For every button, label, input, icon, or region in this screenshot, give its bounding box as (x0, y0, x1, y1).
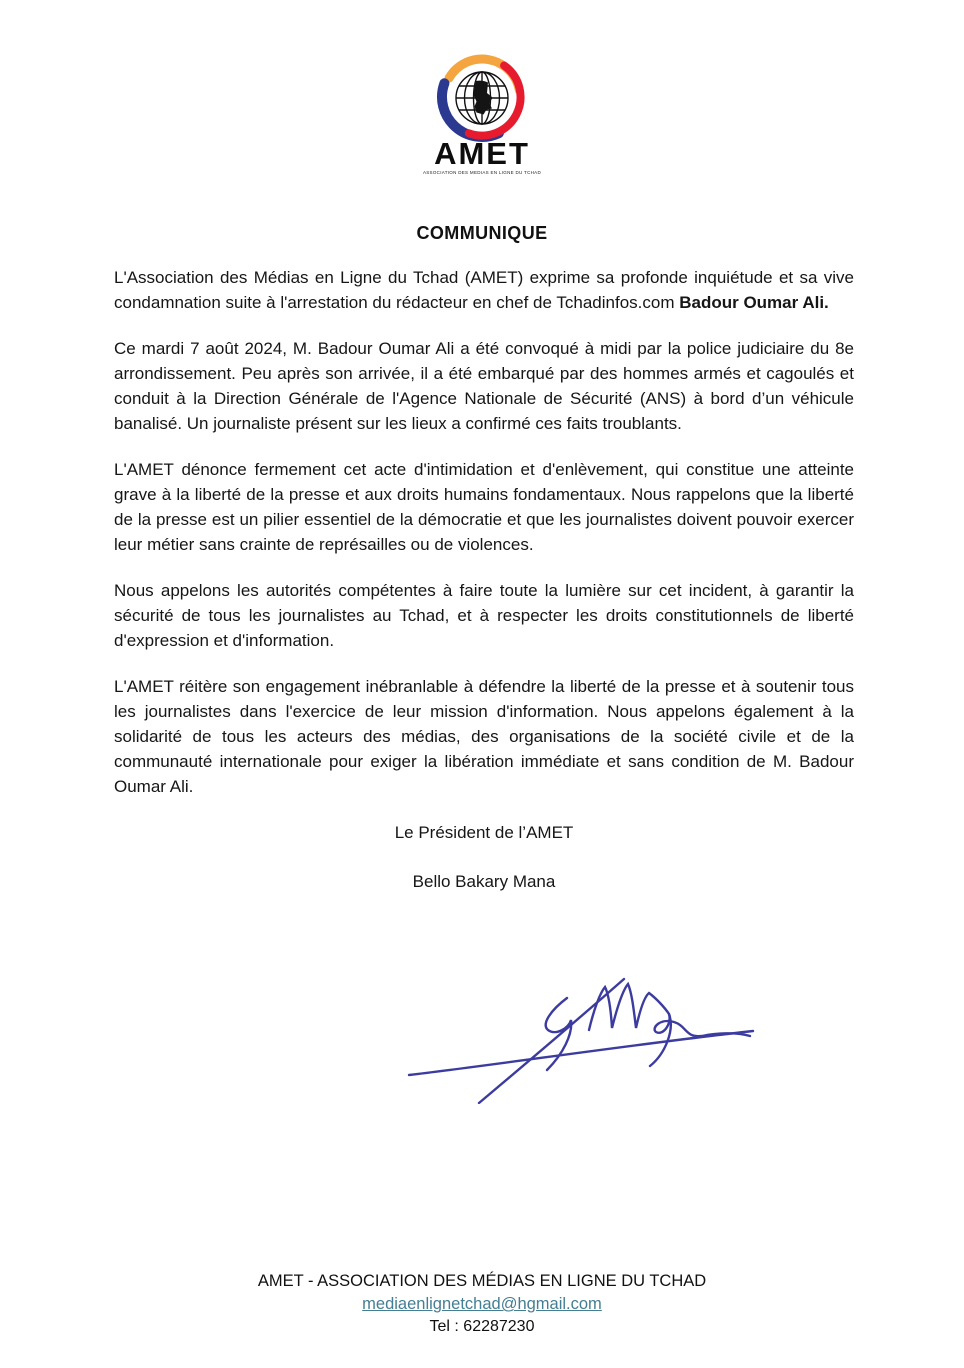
arrested-person-name: Badour Oumar Ali. (679, 293, 829, 312)
document-title: COMMUNIQUE (416, 223, 548, 243)
paragraph-denunciation: L'AMET dénonce fermement cet acte d'intimidation et d'enlèvement, qui constitue une atteinte grave à la liberté de la presse et aux droits humains fondamentaux. Nous rappelons que la liberté de la presse est un pilier essentiel de la démocratie et que les journalistes doivent pouvoir exercer leur métier sans crainte de représailles ou de violences. (114, 460, 854, 554)
footer-telephone: Tel : 62287230 (429, 1318, 535, 1335)
signoff-role: Le Président de l’AMET (394, 823, 574, 842)
footer-organization: AMET - ASSOCIATION DES MÉDIAS EN LIGNE DU TCHAD (257, 1272, 707, 1290)
paragraph-facts: Ce mardi 7 août 2024, M. Badour Oumar Ali a été convoqué à midi par la police judiciaire du 8e arrondissement. Peu après son arrivée, il a été embarqué par des hommes armés et cagoulés et conduit à la Direction Générale de l'Agence Nationale de Sécurité (ANS) à bord d’un véhicule banalisé. Un journaliste présent sur les lieux a confirmé ces faits troublants. (114, 339, 854, 433)
logo-acronym: AMET (434, 136, 530, 171)
logo-tagline: ASSOCIATION DES MEDIAS EN LIGNE DU TCHAD (422, 170, 542, 175)
paragraph-commitment: L'AMET réitère son engagement inébranlable à défendre la liberté de la presse et à soutenir tous les journalistes dans l'exercice de leur mission d'information. Nous appelons également à la solidarité de tous les acteurs des médias, des organisations de la société civile et de la communauté internationale pour exiger la libération immédiate et sans condition de M. Badour Oumar Ali. (114, 677, 854, 796)
paragraph-appeal-authorities: Nous appelons les autorités compétentes à faire toute la lumière sur cet incident, à garantir la sécurité de tous les journalistes au Tchad, et à respecter les droits constitutionnels de liberté d'expression et d'information. (114, 581, 854, 650)
paragraph-intro (114, 265, 854, 315)
amet-logo (0, 52, 964, 176)
paragraph-intro-text: L'Association des Médias en Ligne du Tchad (AMET) exprime sa profonde inquiétude et sa vive condamnation suite à l'arrestation du rédacteur en chef de Tchadinfos.com (114, 268, 854, 312)
document-body (114, 265, 854, 894)
signature-handwritten-icon (395, 962, 767, 1104)
document-footer (0, 1270, 964, 1338)
email-link[interactable]: mediaenlignetchad@hgmail.com (362, 1295, 602, 1313)
amet-logo-icon (426, 52, 538, 142)
signoff-name: Bello Bakary Mana (412, 872, 556, 891)
